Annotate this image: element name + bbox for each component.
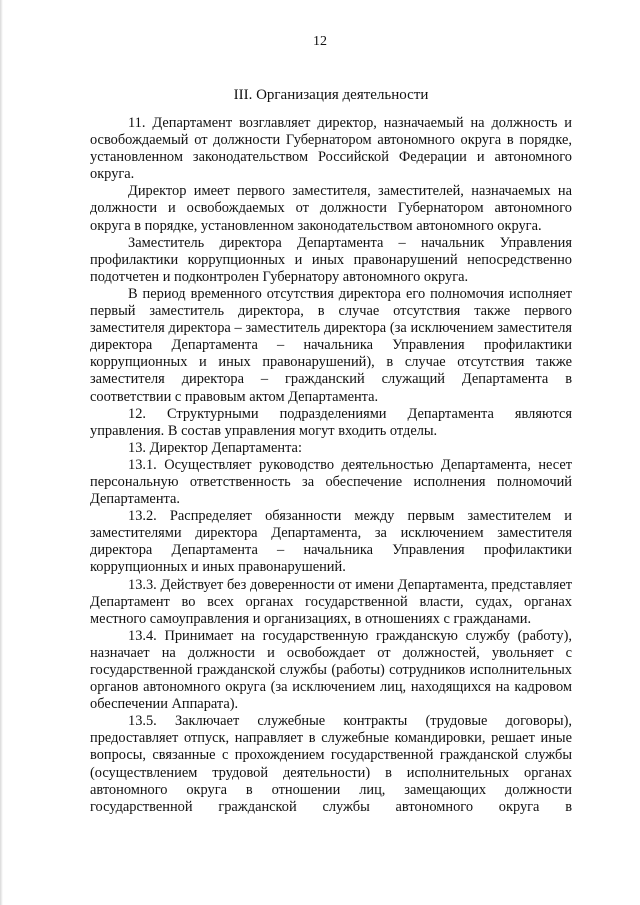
paragraph-13-1: 13.1. Осуществляет руководство деятельностью Департамента, несет персональную ответственность за обеспечение исполнения полномочий Департамента.: [90, 456, 572, 508]
scan-edge: [0, 0, 3, 905]
paragraph-13-3: 13.3. Действует без доверенности от имени Департамента, представляет Департамент во всех органах государственной власти, судах, органах местного самоуправления и организациях, в отношениях с гражданами.: [90, 576, 572, 627]
section-title: III. Организация деятельности: [233, 87, 429, 103]
paragraph-11: 11. Департамент возглавляет директор, назначаемый на должность и освобождаемый от должности Губернатором автономного округа в порядке, установленном законодательством Российской Федерации и автономного округа.: [90, 115, 572, 183]
paragraph-13-2: 13.2. Распределяет обязанности между первым заместителем и заместителями директора Департамента, за исключением заместителя директора Департамента – начальника Управления профилактики коррупционных и иных правонарушений.: [90, 508, 572, 576]
document-body: [90, 115, 572, 816]
paragraph-director-deputies: Директор имеет первого заместителя, заместителей, назначаемых на должности и освобождаемых от должности Губернатором автономного округа в порядке, установленном законодательством автономного округа.: [90, 183, 572, 234]
paragraph-13: 13. Директор Департамента:: [128, 439, 302, 456]
paragraph-deputy-anticorruption: Заместитель директора Департамента – начальник Управления профилактики коррупционных и иных правонарушений непосредственно подотчетен и подконтролен Губернатору автономного округа.: [90, 234, 572, 285]
paragraph-13-5: 13.5. Заключает служебные контракты (трудовые договоры), предоставляет отпуск, направляет в служебные командировки, решает иные вопросы, связанные с прохождением государственной гражданской службы (осуществлением трудовой деятельности) в исполнительных органах автономного округа в отношении лиц, замещающих должности государственной гражданской службы автономного округа в: [90, 713, 572, 815]
paragraph-temporary-absence: В период временного отсутствия директора его полномочия исполняет первый заместитель директора, в случае отсутствия также первого заместителя директора – заместитель директора (за исключением заместителя директора Департамента – начальника Управления профилактики коррупционных и иных правонарушений), в случае отсутствия также заместителя директора – гражданский служащий Департамента в соответствии с правовым актом Департамента.: [90, 285, 572, 405]
paragraph-12: 12. Структурными подразделениями Департамента являются управления. В состав управления могут входить отделы.: [90, 405, 572, 439]
paragraph-13-4: 13.4. Принимает на государственную гражданскую службу (работу), назначает на должности и освобождает от должностей, увольняет с государственной гражданской службы (работы) сотрудников исполнительных органов автономного округа (за исключением лиц, находящихся на кадровом обеспечении Аппарата).: [90, 627, 572, 713]
page-number: 12: [313, 34, 327, 49]
